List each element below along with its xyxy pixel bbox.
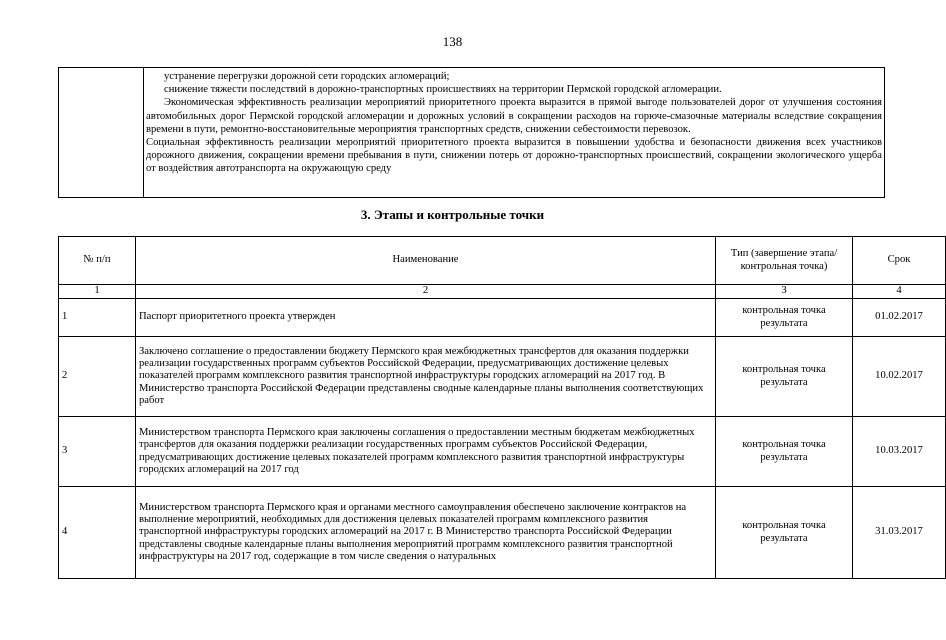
row-type: контрольная точка результата: [716, 299, 853, 337]
header-type: Тип (завершение этапа/контрольная точка): [716, 237, 853, 285]
index-row: [59, 285, 946, 299]
table-row: [59, 299, 946, 337]
index-cell: 1: [59, 285, 136, 299]
row-number: 2: [59, 337, 136, 417]
row-date: 10.03.2017: [853, 417, 946, 487]
continuation-table: [58, 67, 885, 198]
paragraph-1: устранение перегрузки дорожной сети городских агломераций;: [164, 71, 450, 82]
index-cell: 4: [853, 285, 946, 299]
row-name: Министерством транспорта Пермского края заключены соглашения о предоставлении местным бюджетам межбюджетных трансфертов для оказания поддержки реализации государственных программ субъектов Российской Федерации, предусматривающих достижение целевых показателей программ комплексного развития транспортной инфраструктуры городских агломераций на 2017 год: [136, 417, 716, 487]
section-title: 3. Этапы и контрольные точки: [360, 207, 545, 222]
table-row: [59, 337, 946, 417]
continuation-label-cell: [59, 68, 144, 197]
page-number: 138: [442, 34, 463, 49]
table-row: [59, 417, 946, 487]
continuation-text: [146, 70, 882, 176]
header-date: Срок: [853, 237, 946, 285]
paragraph-3: Экономическая эффективность реализации мероприятий приоритетного проекта выразится в прямой выгоде пользователей дорог от улучшения состояния автомобильных дорог Пермской городской агломерации и дорожных условий в сокращении расходов на горюче-смазочные материалы вследствие сокращения времени в пути, ремонтно-восстановительные мероприятия транспортных средств, снижении себестоимости перевозок.: [146, 97, 882, 135]
stages-table: [58, 236, 946, 579]
header-row: [59, 237, 946, 285]
row-name: Заключено соглашение о предоставлении бюджету Пермского края межбюджетных трансфертов для оказания поддержки реализации государственных программ субъектов Российской Федерации, предусматривающих достижение целевых показателей программ комплексного развития транспортной инфраструктуры городских агломераций на 2017 год. В Министерство транспорта Российской Федерации представлены сводные календарные планы выполнения соответствующих работ: [136, 337, 716, 417]
header-num: № п/п: [59, 237, 136, 285]
row-type: контрольная точка результата: [716, 337, 853, 417]
row-number: 3: [59, 417, 136, 487]
row-date: 01.02.2017: [853, 299, 946, 337]
row-type: контрольная точка результата: [716, 487, 853, 579]
index-cell: 2: [136, 285, 716, 299]
paragraph-4: Социальная эффективность реализации мероприятий приоритетного проекта выразится в повышении удобства и безопасности движения всех участников дорожного движения, сокращении времени пребывания в пути, снижении потерь от дорожно-транспортных происшествий, сокращении экологического ущерба от воздействия автотранспорта на окружающую среду: [146, 137, 882, 175]
row-name: Министерством транспорта Пермского края и органами местного самоуправления обеспечено заключение контрактов на выполнение мероприятий, необходимых для достижения целевых показателей программ комплексного развития транспортной инфраструктуры городских агломераций на 2017 г. В Министерство транспорта Российской Федерации представлены сводные календарные планы выполнения мероприятий программ комплексного развития транспортной инфраструктуры на 2017 год, содержащие в том числе сведения о натуральных: [136, 487, 716, 579]
row-date: 10.02.2017: [853, 337, 946, 417]
index-cell: 3: [716, 285, 853, 299]
row-number: 4: [59, 487, 136, 579]
header-name: Наименование: [136, 237, 716, 285]
paragraph-2: снижение тяжести последствий в дорожно-транспортных происшествиях на территории Пермской городской агломерации.: [164, 84, 722, 96]
row-number: 1: [59, 299, 136, 337]
row-type: контрольная точка результата: [716, 417, 853, 487]
table-row: [59, 487, 946, 579]
row-date: 31.03.2017: [853, 487, 946, 579]
row-name: Паспорт приоритетного проекта утвержден: [136, 299, 716, 337]
